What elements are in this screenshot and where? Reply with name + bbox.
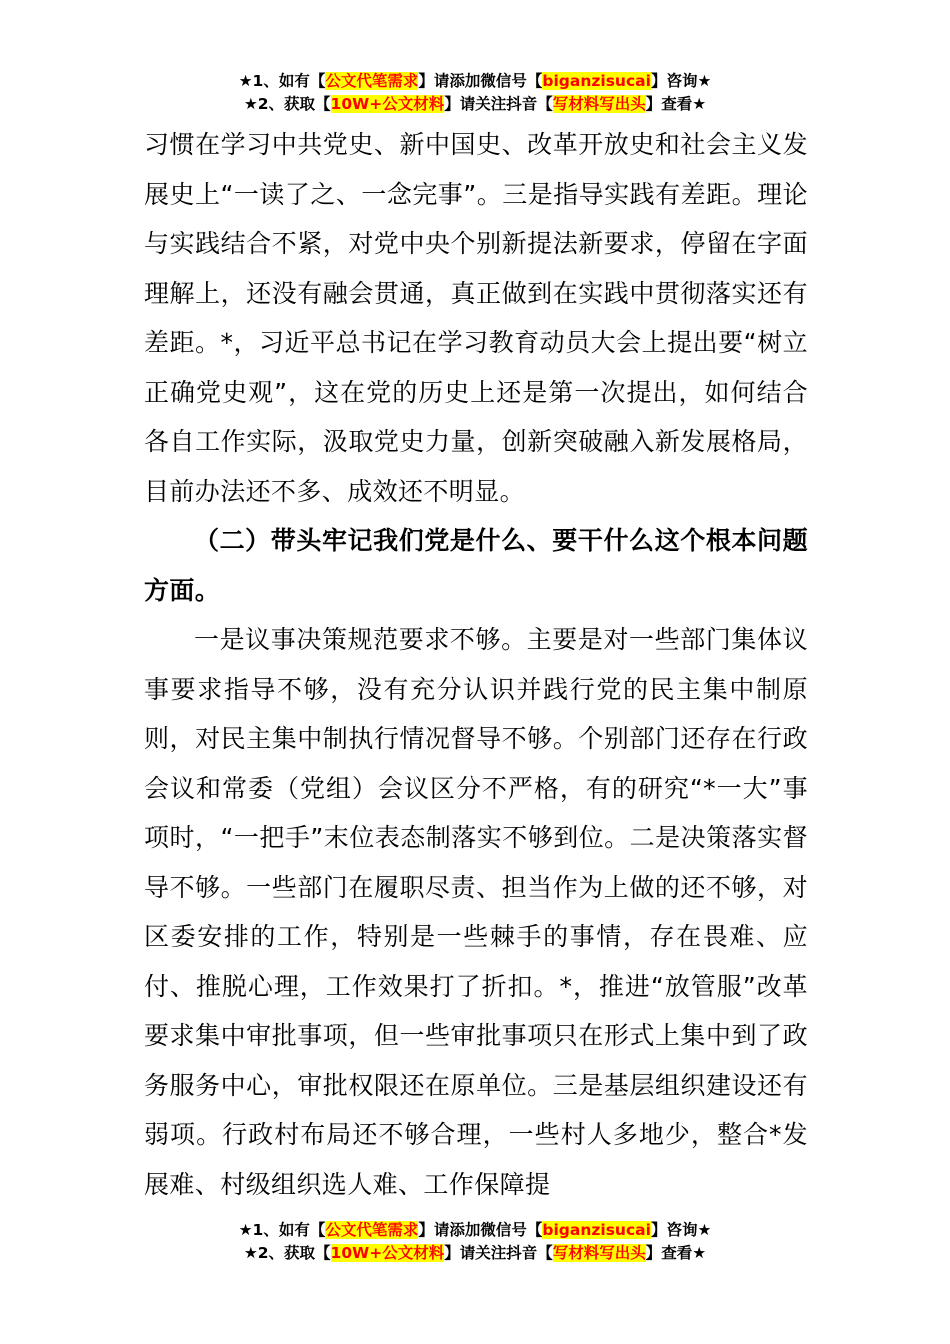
header-banner xyxy=(0,70,950,116)
banner-text: ★2、获取【 xyxy=(243,1244,331,1262)
banner-text: 】请关注抖音【 xyxy=(444,95,553,113)
document-body xyxy=(144,120,808,1209)
wechat-id-highlight: biganzisucai xyxy=(542,72,651,90)
banner-line-2 xyxy=(0,93,950,116)
banner-text: ★1、如有【 xyxy=(238,72,326,90)
banner-highlight: 10W+公文材料 xyxy=(330,95,445,113)
banner-text: 】请关注抖音【 xyxy=(444,1244,553,1262)
banner-text: 】查看★ xyxy=(645,95,707,113)
banner-highlight: 公文代笔需求 xyxy=(325,72,419,90)
banner-text: 】请添加微信号【 xyxy=(418,72,543,90)
paragraph-2: 一是议事决策规范要求不够。主要是对一些部门集体议事要求指导不够，没有充分认识并践行党的民主集中制原则，对民主集中制执行情况督导不够。个别部门还存在行政会议和常委（党组）会议区分不严格，有的研究“*一大”事项时，“一把手”末位表态制落实不够到位。二是决策落实督导不够。一些部门在履职尽责、担当作为上做的还不够，对区委安排的工作，特别是一些棘手的事情，存在畏难、应付、推脱心理，工作效果打了折扣。*，推进“放管服”改革要求集中审批事项，但一些审批事项只在形式上集中到了政务服务中心，审批权限还在原单位。三是基层组织建设还有弱项。行政村布局还不够合理，一些村人多地少，整合*发展难、村级组织选人难、工作保障提 xyxy=(144,625,808,1199)
banner-line-1 xyxy=(0,70,950,93)
banner-line-1 xyxy=(0,1219,950,1242)
banner-text: 】查看★ xyxy=(645,1244,707,1262)
banner-text: ★1、如有【 xyxy=(238,1221,326,1239)
banner-text: 】请添加微信号【 xyxy=(418,1221,543,1239)
banner-text: 】咨询★ xyxy=(650,1221,712,1239)
banner-highlight: 10W+公文材料 xyxy=(330,1244,445,1262)
banner-text: 】咨询★ xyxy=(650,72,712,90)
douyin-id-highlight: 写材料写出头 xyxy=(552,1244,646,1262)
banner-highlight: 公文代笔需求 xyxy=(325,1221,419,1239)
wechat-id-highlight: biganzisucai xyxy=(542,1221,651,1239)
footer-banner xyxy=(0,1219,950,1265)
douyin-id-highlight: 写材料写出头 xyxy=(552,95,646,113)
paragraph-1: 习惯在学习中共党史、新中国史、改革开放史和社会主义发展史上“一读了之、一念完事”。三是指导实践有差距。理论与实践结合不紧，对党中央个别新提法新要求，停留在字面理解上，还没有融会贯通，真正做到在实践中贯彻落实还有差距。*，习近平总书记在学习教育动员大会上提出要“树立正确党史观”，这在党的历史上还是第一次提出，如何结合各自工作实际，汲取党史力量，创新突破融入新发展格局，目前办法还不多、成效还不明显。 xyxy=(144,130,808,506)
banner-text: ★2、获取【 xyxy=(243,95,331,113)
section-heading: （二）带头牢记我们党是什么、要干什么这个根本问题方面。 xyxy=(144,526,808,605)
banner-line-2 xyxy=(0,1242,950,1265)
